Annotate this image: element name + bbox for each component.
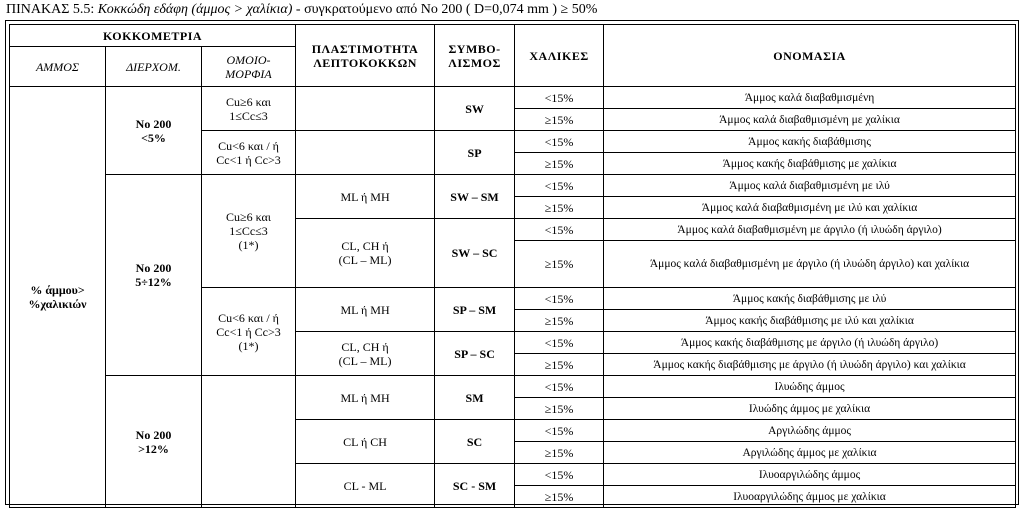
- symbol-sw-sm: SW – SM: [435, 175, 515, 219]
- name-cell: Άμμος κακής διαβάθμισης με άργιλο (ή ιλυώδη άργιλο) και χαλίκια: [604, 354, 1016, 376]
- name-cell: Άμμος κακής διαβάθμισης με ιλύ: [604, 288, 1016, 310]
- gravel-cell: <15%: [515, 332, 604, 354]
- table-caption: [6, 1, 1018, 18]
- caption-suffix: - συγκρατούμενο από Νο 200 ( D=0,074 mm ) ≥ 50%: [292, 2, 598, 17]
- passing-group-3: Νο 200 >12%: [106, 376, 202, 508]
- table-row: [10, 175, 1016, 197]
- header-row-1: [10, 25, 1016, 47]
- plasticity-cl-ml: CL - ML: [296, 464, 435, 508]
- name-cell: Άμμος καλά διαβαθμισμένη με άργιλο (ή ιλυώδη άργιλο) και χαλίκια: [604, 241, 1016, 288]
- header-plastimotita: ΠΛΑΣΤΙΜΟΤΗΤΑ ΛΕΠΤΟΚΟΚΚΩΝ: [296, 25, 435, 87]
- caption-prefix: ΠΙΝΑΚΑΣ 5.5:: [6, 2, 98, 17]
- header-dierxom: ΔΙΕΡΧΟΜ.: [106, 47, 202, 87]
- gravel-cell: <15%: [515, 175, 604, 197]
- header-ammos: ΑΜΜΟΣ: [10, 47, 106, 87]
- name-cell: Ιλυοαργιλώδης άμμος: [604, 464, 1016, 486]
- soil-classification-table: [9, 24, 1016, 508]
- name-cell: Άμμος καλά διαβαθμισμένη με χαλίκια: [604, 109, 1016, 131]
- gravel-cell: ≥15%: [515, 442, 604, 464]
- table-row: [10, 376, 1016, 398]
- name-cell: Άμμος κακής διαβάθμισης με ιλύ και χαλίκια: [604, 310, 1016, 332]
- symbol-sc-sm: SC - SM: [435, 464, 515, 508]
- symbol-sw-sc: SW – SC: [435, 219, 515, 288]
- symbol-sp-sm: SP – SM: [435, 288, 515, 332]
- gravel-cell: <15%: [515, 376, 604, 398]
- header-omoiomorfia: ΟΜΟΙΟ- ΜΟΡΦΙΑ: [202, 47, 296, 87]
- gravel-cell: <15%: [515, 464, 604, 486]
- uniformity-well-2: Cu≥6 και 1≤Cc≤3 (1*): [202, 175, 296, 288]
- name-cell: Αργιλώδης άμμος: [604, 420, 1016, 442]
- name-cell: Αργιλώδης άμμος με χαλίκια: [604, 442, 1016, 464]
- name-cell: Ιλυώδης άμμος: [604, 376, 1016, 398]
- uniformity-empty: [202, 376, 296, 508]
- name-cell: Άμμος καλά διαβαθμισμένη με ιλύ: [604, 175, 1016, 197]
- sand-label: % άμμου> %χαλικιών: [10, 87, 106, 508]
- gravel-cell: <15%: [515, 288, 604, 310]
- symbol-sw: SW: [435, 87, 515, 131]
- plasticity-empty-1: [296, 87, 435, 131]
- symbol-sc: SC: [435, 420, 515, 464]
- name-cell: Άμμος κακής διαβάθμισης: [604, 131, 1016, 153]
- passing-group-1: Νο 200 <5%: [106, 87, 202, 175]
- name-cell: Ιλυοαργιλώδης άμμος με χαλίκια: [604, 486, 1016, 508]
- table-row: [10, 87, 1016, 109]
- gravel-cell: ≥15%: [515, 109, 604, 131]
- uniformity-poor-2: Cu<6 και / ή Cc<1 ή Cc>3 (1*): [202, 288, 296, 376]
- gravel-cell: <15%: [515, 87, 604, 109]
- gravel-cell: ≥15%: [515, 398, 604, 420]
- plasticity-cl-ch-3: CL ή CH: [296, 420, 435, 464]
- symbol-sm: SM: [435, 376, 515, 420]
- plasticity-cl-ch-2: CL, CH ή (CL – ML): [296, 332, 435, 376]
- uniformity-well-1: Cu≥6 και 1≤Cc≤3: [202, 87, 296, 131]
- name-cell: Άμμος καλά διαβαθμισμένη: [604, 87, 1016, 109]
- plasticity-ml-mh-3: ML ή MH: [296, 376, 435, 420]
- plasticity-ml-mh-1: ML ή MH: [296, 175, 435, 219]
- gravel-cell: <15%: [515, 219, 604, 241]
- name-cell: Άμμος καλά διαβαθμισμένη με άργιλο (ή ιλυώδη άργιλο): [604, 219, 1016, 241]
- header-xalikes: ΧΑΛΙΚΕΣ: [515, 25, 604, 87]
- gravel-cell: ≥15%: [515, 241, 604, 288]
- gravel-cell: <15%: [515, 420, 604, 442]
- name-cell: Άμμος κακής διαβάθμισης με άργιλο (ή ιλυώδη άργιλο): [604, 332, 1016, 354]
- caption-italic: Κοκκώδη εδάφη (άμμος > χαλίκια): [97, 2, 293, 17]
- name-cell: Άμμος κακής διαβάθμισης με χαλίκια: [604, 153, 1016, 175]
- gravel-cell: ≥15%: [515, 486, 604, 508]
- plasticity-ml-mh-2: ML ή MH: [296, 288, 435, 332]
- gravel-cell: ≥15%: [515, 310, 604, 332]
- name-cell: Άμμος καλά διαβαθμισμένη με ιλύ και χαλίκια: [604, 197, 1016, 219]
- uniformity-poor-1: Cu<6 και / ή Cc<1 ή Cc>3: [202, 131, 296, 175]
- gravel-cell: <15%: [515, 131, 604, 153]
- symbol-sp-sc: SP – SC: [435, 332, 515, 376]
- gravel-cell: ≥15%: [515, 354, 604, 376]
- plasticity-empty-2: [296, 131, 435, 175]
- symbol-sp: SP: [435, 131, 515, 175]
- gravel-cell: ≥15%: [515, 197, 604, 219]
- header-onomasia: ΟΝΟΜΑΣΙΑ: [604, 25, 1016, 87]
- passing-group-2: Νο 200 5÷12%: [106, 175, 202, 376]
- header-symvolismos: ΣΥΜΒΟ- ΛΙΣΜΟΣ: [435, 25, 515, 87]
- header-kokkometria: ΚΟΚΚΟΜΕΤΡΙΑ: [10, 25, 296, 47]
- plasticity-cl-ch-1: CL, CH ή (CL – ML): [296, 219, 435, 288]
- name-cell: Ιλυώδης άμμος με χαλίκια: [604, 398, 1016, 420]
- gravel-cell: ≥15%: [515, 153, 604, 175]
